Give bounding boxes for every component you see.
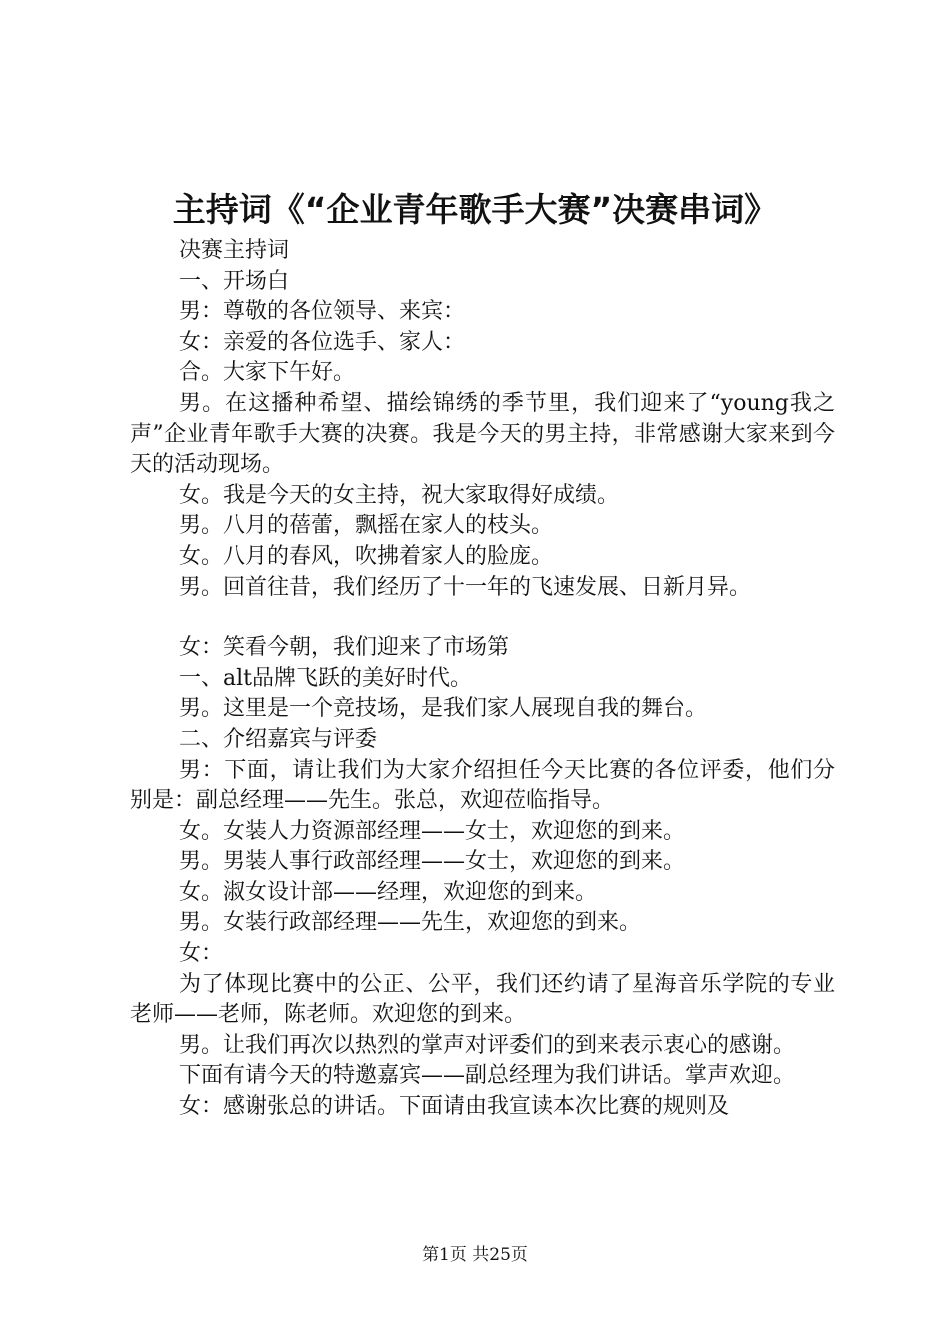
paragraph: 女。我是今天的女主持，祝大家取得好成绩。 (179, 482, 620, 508)
paragraph: 决赛主持词 (179, 238, 290, 263)
paragraph: 女：感谢张总的讲话。下面请由我宣读本次比赛的规则及 (179, 1094, 730, 1120)
paragraph: 女。女装人力资源部经理——女士，欢迎您的到来。 (179, 818, 686, 844)
paragraph: 男。这里是一个竞技场，是我们家人展现自我的舞台。 (179, 696, 708, 722)
document-title: 主持词《“企业青年歌手大赛”决赛串词》 (172, 190, 778, 229)
paragraph: 女：亲爱的各位选手、家人： (179, 329, 466, 355)
paragraph: 男：下面，请让我们为大家介绍担任今天比赛的各位评委，他们分别是：副总经理——先生。张总，欢迎莅临指导。 (130, 757, 835, 814)
paragraph: 女。八月的春风，吹拂着家人的脸庞。 (179, 543, 554, 569)
paragraph: 男。在这播种希望、描绘锦绣的季节里，我们迎来了“young我之声”企业青年歌手大赛的决赛。我是今天的男主持，非常感谢大家来到今天的活动现场。 (130, 390, 835, 478)
paragraph: 男：尊敬的各位领导、来宾： (179, 299, 466, 325)
paragraph: 女：笑看今朝，我们迎来了市场第 (179, 635, 510, 661)
paragraph: 男。八月的蓓蕾，飘摇在家人的枝头。 (179, 513, 554, 539)
paragraph: 男。回首往昔，我们经历了十一年的飞速发展、日新月异。 (179, 574, 752, 600)
document-body (130, 236, 835, 1123)
section-heading: 一、开场白 (179, 268, 290, 294)
paragraph: 一、alt品牌飞跃的美好时代。 (179, 665, 472, 691)
paragraph: 为了体现比赛中的公正、公平，我们还约请了星海音乐学院的专业老师——老师，陈老师。欢迎您的到来。 (130, 971, 835, 1028)
section-heading: 二、介绍嘉宾与评委 (179, 726, 378, 752)
paragraph: 合。大家下午好。 (179, 360, 356, 386)
paragraph: 女： (179, 941, 224, 967)
paragraph: 下面有请今天的特邀嘉宾——副总经理为我们讲话。掌声欢迎。 (179, 1063, 796, 1089)
page-footer: 第1页 共25页 (422, 1245, 528, 1265)
paragraph: 女。淑女设计部——经理，欢迎您的到来。 (179, 879, 598, 905)
paragraph-gap (130, 603, 835, 633)
paragraph: 男。让我们再次以热烈的掌声对评委们的到来表示衷心的感谢。 (179, 1032, 796, 1058)
paragraph: 男。女装行政部经理——先生，欢迎您的到来。 (179, 910, 642, 936)
paragraph: 男。男装人事行政部经理——女士，欢迎您的到来。 (179, 849, 686, 875)
